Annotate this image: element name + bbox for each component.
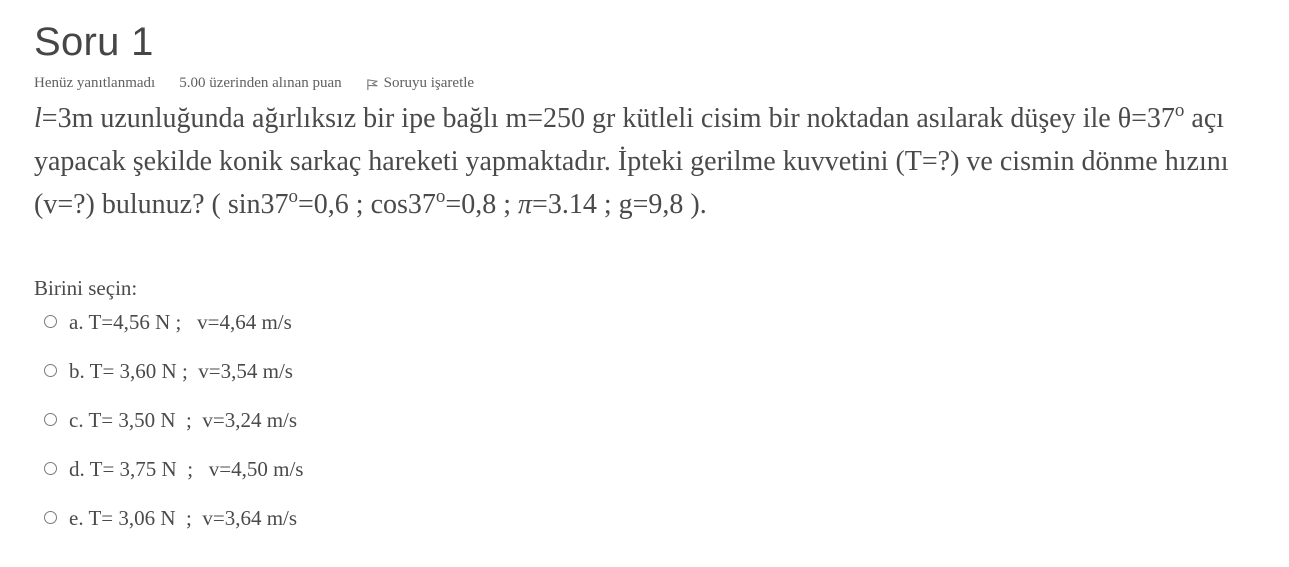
radio-button[interactable] bbox=[44, 315, 57, 328]
degree-superscript: o bbox=[435, 185, 446, 207]
answer-label[interactable]: b. T= 3,60 N ; v=3,54 m/s bbox=[69, 359, 293, 383]
flag-question-link[interactable] bbox=[366, 75, 474, 91]
pi-symbol: π bbox=[518, 189, 533, 220]
question-text-part1: =3m uzunluğunda ağırlıksız bir ipe bağlı m=250 gr kütleli cisim bir noktadan asılarak düşey ile θ=37 bbox=[41, 103, 1175, 134]
question-text-part4: =0,8 ; bbox=[445, 189, 518, 220]
question-container bbox=[34, 18, 1274, 555]
flag-icon bbox=[366, 78, 379, 91]
answer-prompt: Birini seçin: bbox=[34, 276, 138, 300]
answer-option-b[interactable] bbox=[44, 359, 1274, 408]
answer-option-c[interactable] bbox=[44, 408, 1274, 457]
radio-button[interactable] bbox=[44, 364, 57, 377]
answer-label[interactable]: c. T= 3,50 N ; v=3,24 m/s bbox=[69, 408, 298, 432]
question-text bbox=[34, 97, 1264, 226]
answer-option-a[interactable] bbox=[44, 310, 1274, 359]
answer-label[interactable]: d. T= 3,75 N ; v=4,50 m/s bbox=[69, 457, 304, 481]
radio-button[interactable] bbox=[44, 511, 57, 524]
flag-question-label: Soruyu işaretle bbox=[383, 75, 475, 91]
radio-button[interactable] bbox=[44, 462, 57, 475]
answer-label[interactable]: a. T=4,56 N ; v=4,64 m/s bbox=[69, 310, 292, 334]
answer-option-e[interactable] bbox=[44, 506, 1274, 555]
question-text-part3: =0,6 ; cos37 bbox=[298, 189, 436, 220]
question-text-part2: açı yapacak şekilde konik sarkaç hareketi yapmaktadır. İpteki gerilme kuvvetini (T=?) ve cismin dönme hızını (v=?) bulunuz? ( sin37 bbox=[34, 103, 1229, 220]
question-info bbox=[34, 75, 1274, 91]
question-text-part5: =3.14 ; g=9,8 ). bbox=[532, 189, 707, 220]
length-symbol: l bbox=[34, 103, 42, 134]
answer-label[interactable]: e. T= 3,06 N ; v=3,64 m/s bbox=[69, 506, 298, 530]
radio-button[interactable] bbox=[44, 413, 57, 426]
answer-list bbox=[34, 310, 1274, 555]
question-grade: 5.00 üzerinden alınan puan bbox=[179, 75, 342, 91]
question-title: Soru 1 bbox=[34, 20, 154, 64]
answer-option-d[interactable] bbox=[44, 457, 1274, 506]
degree-superscript: o bbox=[288, 185, 299, 207]
question-status: Henüz yanıtlanmadı bbox=[34, 75, 156, 91]
degree-superscript: o bbox=[1174, 99, 1185, 121]
